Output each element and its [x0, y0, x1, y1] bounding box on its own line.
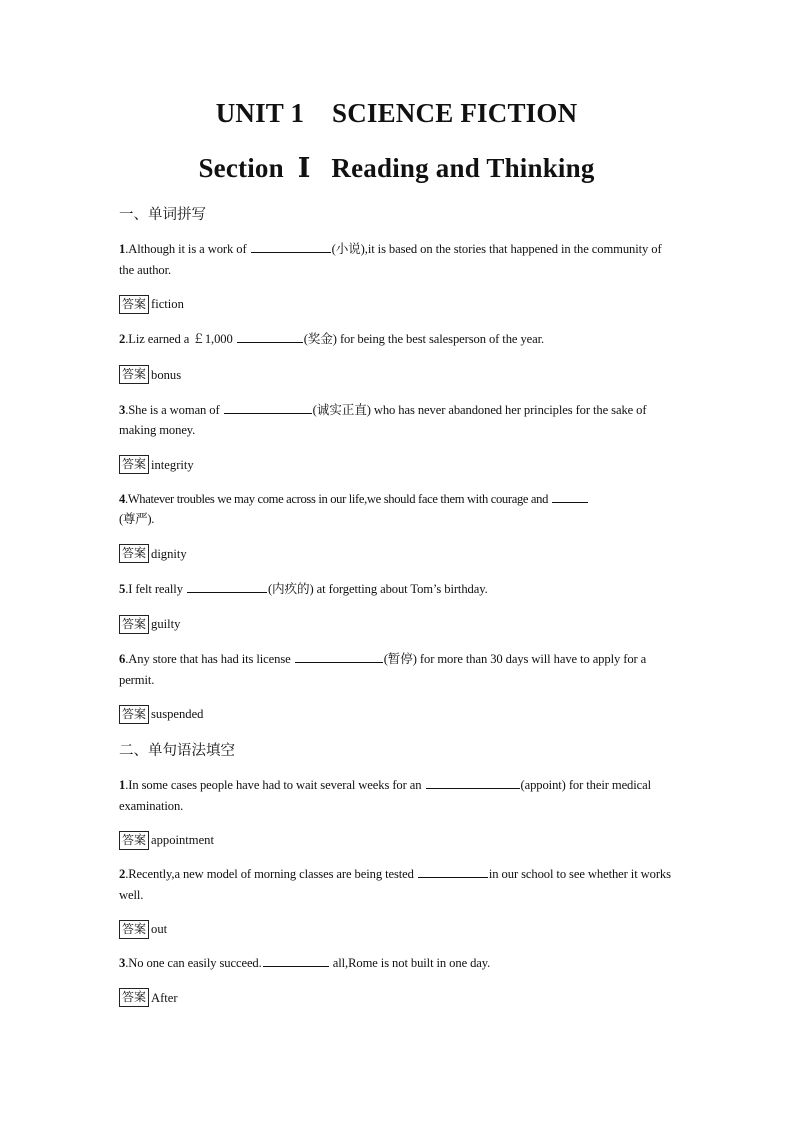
- answer-badge: 答案: [119, 544, 149, 563]
- answer-line: [119, 988, 674, 1008]
- answer-blank: [251, 240, 331, 253]
- answer-badge: 答案: [119, 455, 149, 474]
- answer-blank: [187, 580, 267, 593]
- unit-title: UNIT 1 SCIENCE FICTION: [215, 98, 578, 128]
- answer-badge: 答案: [119, 705, 149, 724]
- answer-line: [119, 455, 674, 475]
- question-item: 3.No one can easily succeed. all,Rome is not built in one day.: [119, 956, 491, 970]
- section-title: Section Ⅰ Reading and Thinking: [198, 153, 595, 183]
- answer-blank: [295, 650, 383, 663]
- answer-line: [119, 365, 674, 385]
- part1-heading: 一、单词拼写: [119, 207, 206, 223]
- answer-line: [119, 919, 674, 939]
- question-item: 5.I felt really (内疚的) at forgetting about Tom’s birthday.: [119, 581, 488, 596]
- answer-blank: [224, 401, 312, 414]
- answer-badge: 答案: [119, 988, 149, 1007]
- question-item: 6.Any store that has had its license (暂停) for more than 30 days will have to apply for a permit.: [119, 652, 647, 687]
- answer-line: [119, 294, 674, 314]
- answer-text: bonus: [151, 367, 182, 382]
- answer-line: [119, 830, 674, 850]
- question-item: 2.Liz earned a ￡1,000 (奖金) for being the best salesperson of the year.: [119, 332, 545, 346]
- answer-line: [119, 704, 674, 724]
- answer-text: integrity: [151, 457, 194, 472]
- question-item: 1.In some cases people have had to wait several weeks for an (appoint) for their medical examination.: [119, 778, 652, 813]
- answer-text: fiction: [151, 297, 184, 311]
- answer-blank: [426, 776, 520, 789]
- question-item: 2.Recently,a new model of morning classes are being tested in our school to see whether it works well.: [119, 867, 671, 902]
- answer-line: [119, 544, 674, 564]
- answer-text: guilty: [151, 617, 181, 631]
- answer-text: appointment: [151, 833, 214, 847]
- answer-text: suspended: [151, 707, 204, 721]
- answer-badge: 答案: [119, 365, 149, 384]
- answer-blank: [418, 865, 488, 878]
- answer-text: dignity: [151, 546, 187, 561]
- answer-text: out: [151, 922, 168, 936]
- question-item: 4.Whatever troubles we may come across in our life,we should face them with courage and (尊严).: [119, 489, 674, 530]
- question-item: 1.Although it is a work of (小说),it is based on the stories that happened in the community of the author.: [119, 242, 662, 277]
- answer-badge: 答案: [119, 615, 149, 634]
- answer-line: [119, 614, 674, 634]
- answer-badge: 答案: [119, 831, 149, 850]
- answer-blank: [263, 954, 329, 967]
- answer-text: After: [151, 990, 178, 1005]
- answer-badge: 答案: [119, 295, 149, 314]
- part2-heading: 二、单句语法填空: [119, 743, 235, 759]
- question-item: 3.She is a woman of (诚实正直) who has never abandoned her principles for the sake of making money.: [119, 402, 647, 437]
- answer-blank: [237, 330, 303, 343]
- answer-badge: 答案: [119, 920, 149, 939]
- answer-blank: [552, 490, 588, 503]
